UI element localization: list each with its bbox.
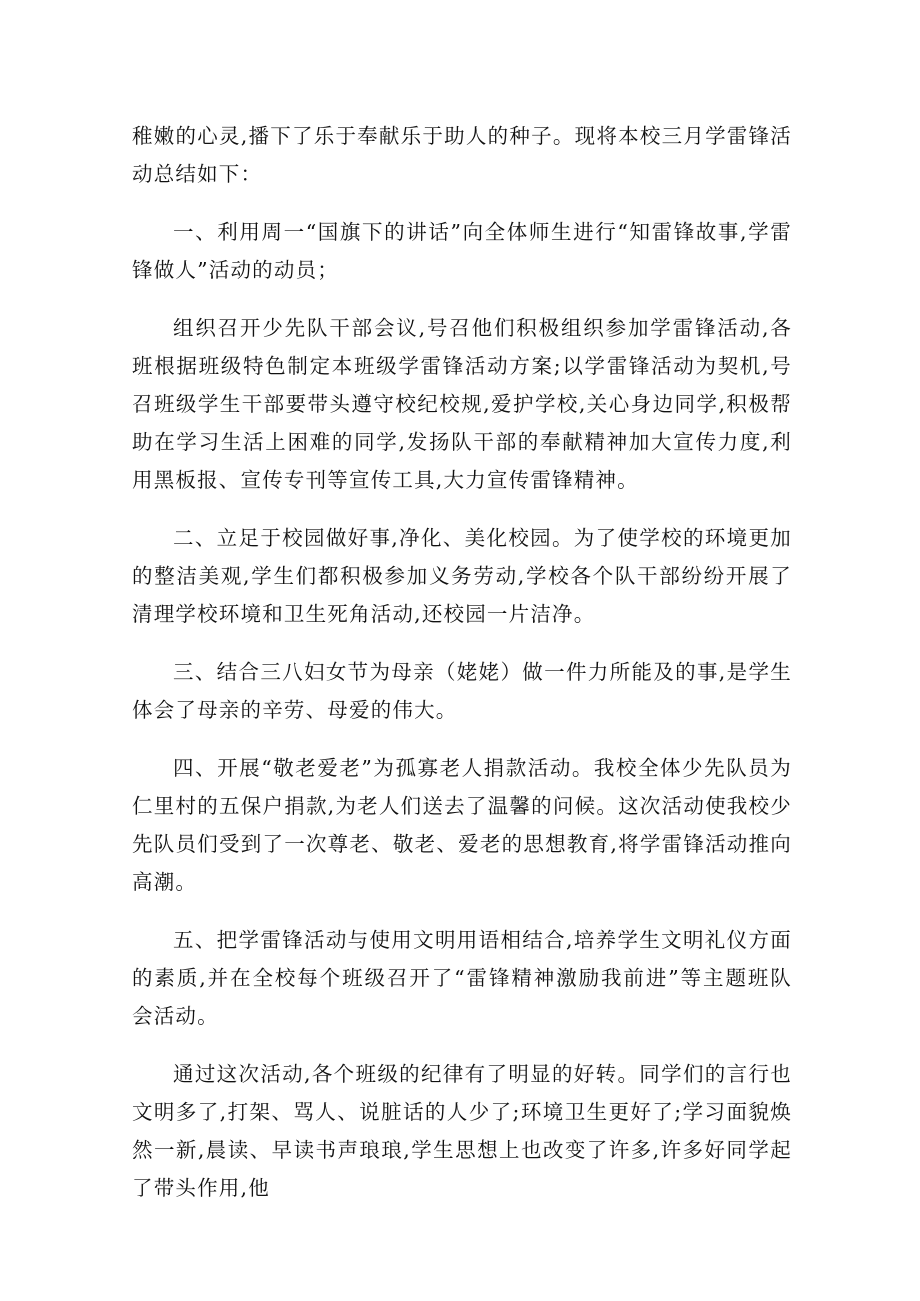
paragraph-item-three: 三、结合三八妇女节为母亲（姥姥）做一件力所能及的事,是学生体会了母亲的辛劳、母爱的伟大。: [132, 660, 792, 722]
paragraph-summary: 通过这次活动,各个班级的纪律有了明显的好转。同学们的言行也文明多了,打架、骂人、说脏话的人少了;环境卫生更好了;学习面貌焕然一新,晨读、早读书声琅琅,学生思想上也改变了许多,许多好同学起了带头作用,他: [132, 1062, 792, 1200]
paragraph-cadre-meeting: 组织召开少先队干部会议,号召他们积极组织参加学雷锋活动,各班根据班级特色制定本班级学雷锋活动方案;以学雷锋活动为契机,号召班级学生干部要带头遵守校纪校规,爱护学校,关心身边同学,积极帮助在学习生活上困难的同学,发扬队干部的奉献精神加大宣传力度,利用黑板报、宣传专刊等宣传工具,大力宣传雷锋精神。: [132, 316, 792, 492]
paragraph-item-one: 一、利用周一“国旗下的讲话”向全体师生进行“知雷锋故事,学雷锋做人”活动的动员；: [132, 220, 792, 282]
paragraph-item-two: 二、立足于校园做好事,净化、美化校园。为了使学校的环境更加的整洁美观,学生们都积极参加义务劳动,学校各个队干部纷纷开展了清理学校环境和卫生死角活动,还校园一片洁净。: [132, 526, 792, 626]
document-body: [132, 117, 792, 1227]
paragraph-item-four: 四、开展“敬老爱老”为孤寡老人捐款活动。我校全体少先队员为仁里村的五保户捐款,为老人们送去了温馨的问候。这次活动使我校少先队员们受到了一次尊老、敬老、爱老的思想教育,将学雷锋活动推向高潮。: [132, 756, 792, 894]
paragraph-item-five: 五、把学雷锋活动与使用文明用语相结合,培养学生文明礼仪方面的素质,并在全校每个班级召开了“雷锋精神激励我前进”等主题班队会活动。: [132, 928, 792, 1028]
paragraph-intro-continued: 稚嫩的心灵,播下了乐于奉献乐于助人的种子。现将本校三月学雷锋活动总结如下：: [132, 124, 792, 186]
